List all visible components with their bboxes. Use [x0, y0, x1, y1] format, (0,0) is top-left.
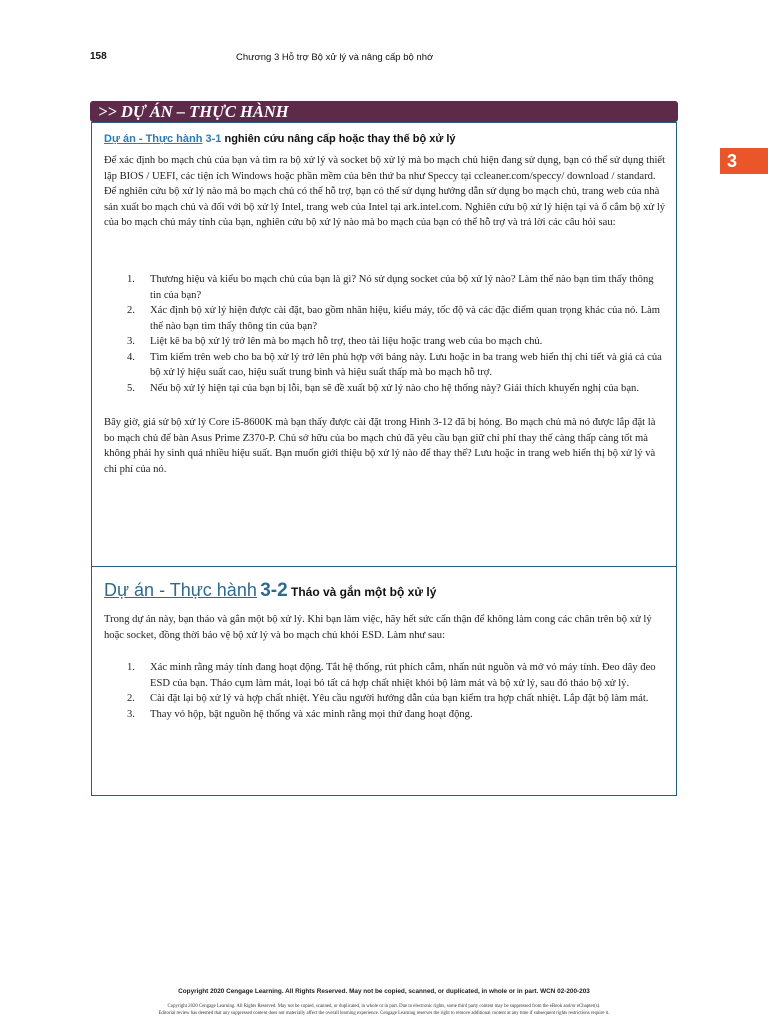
- copyright-fine-print: [0, 1003, 768, 1017]
- project-label: Dự án - Thực hành: [104, 580, 257, 600]
- project-steps: [104, 272, 666, 396]
- step-text: Nếu bộ xử lý hiện tại của bạn bị lỗi, bạn sẽ đề xuất bộ xử lý nào cho hệ thống này? Giải thích khuyến nghị của bạn.: [150, 382, 639, 394]
- step-number: 2.: [127, 305, 135, 316]
- list-item: [104, 350, 666, 381]
- running-head: Chương 3 Hỗ trợ Bộ xử lý và nâng cấp bộ nhớ: [236, 52, 434, 63]
- step-number: 5.: [127, 382, 135, 394]
- list-item: [104, 660, 666, 691]
- copyright-line: Editorial review has deemed that any suppressed content does not materially affect the overall learning experience. Cengage Learning reserves the right to remove additional content at any time if subsequent rights restrictions require it.: [158, 1011, 610, 1016]
- project-box-3-1: [91, 122, 677, 567]
- step-text: Cài đặt lại bộ xử lý và hợp chất nhiệt. Yêu cầu người hướng dẫn của bạn kiểm tra hợp chất nhiệt. Lắp đặt bộ làm mát.: [150, 693, 649, 704]
- step-text: Xác định bộ xử lý hiện được cài đặt, bao gồm nhãn hiệu, kiểu máy, tốc độ và các đặc điểm quan trọng khác của nó. Làm thế nào bạn tìm thấy thông tin của bạn?: [150, 305, 661, 332]
- step-number: 1.: [127, 662, 135, 673]
- step-number: 3.: [127, 336, 135, 347]
- page-number: 158: [90, 51, 107, 62]
- step-text: Thay vỏ hộp, bật nguồn hệ thống và xác minh rằng mọi thứ đang hoạt động.: [150, 708, 473, 720]
- list-item: [104, 691, 666, 707]
- project-box-3-2: [91, 566, 677, 796]
- chapter-tab: 3: [720, 148, 768, 174]
- project-label: Dự án - Thực hành: [104, 133, 203, 145]
- step-number: 2.: [127, 693, 135, 704]
- list-item: [104, 707, 666, 723]
- project-number: 3-2: [260, 580, 288, 601]
- list-item: [104, 381, 666, 397]
- step-text: Tìm kiếm trên web cho ba bộ xử lý trở lên phù hợp với bảng này. Lưu hoặc in ba trang web hiển thị chi tiết và giá cả của bộ xử lý hiệu suất cao, hiệu suất trung bình và hiệu suất thấp mà bo mạch hỗ trợ.: [150, 351, 662, 378]
- step-text: Thương hiệu và kiểu bo mạch chủ của bạn là gì? Nó sử dụng socket của bộ xử lý nào? Làm thế nào bạn tìm thấy thông tin của bạn?: [150, 274, 654, 301]
- copyright-line: Copyright 2020 Cengage Learning. All Rights Reserved. May not be copied, scanned, or duplicated, in whole or in part. Due to electronic rights, some third party content may be suppressed from the eBook and/or eChapter(s).: [167, 1004, 601, 1009]
- project-intro: Trong dự án này, bạn tháo và gắn một bộ xử lý. Khi bạn làm việc, hãy hết sức cẩn thận để không làm cong các chân trên bộ xử lý hoặc socket, đồng thời bảo vệ bộ xử lý và bo mạch chủ khỏi ESD. Làm như sau:: [104, 614, 652, 641]
- project-title: [104, 133, 456, 145]
- section-banner: >> DỰ ÁN – THỰC HÀNH: [90, 101, 678, 122]
- list-item: [104, 303, 666, 334]
- project-number: 3-1: [205, 133, 222, 145]
- list-item: [104, 272, 666, 303]
- project-title: [104, 580, 436, 602]
- step-text: Xác minh rằng máy tính đang hoạt động. Tắt hệ thống, rút phích cắm, nhấn nút nguồn và mở vỏ máy tính. Đeo dây đeo ESD của bạn. Tháo cụm làm mát, loại bỏ tất cả hợp chất nhiệt khỏi bộ làm mát và bộ xử lý, sau đó tháo bộ xử lý.: [150, 662, 656, 689]
- step-number: 1.: [127, 274, 135, 285]
- copyright-notice: Copyright 2020 Cengage Learning. All Rights Reserved. May not be copied, scanned, or duplicated, in whole or in part. WCN 02-200-203: [178, 988, 590, 995]
- project-steps: [104, 660, 666, 722]
- step-number: 3.: [127, 708, 135, 720]
- project-heading: nghiên cứu nâng cấp hoặc thay thế bộ xử lý: [224, 133, 456, 145]
- project-intro: Để xác định bo mạch chủ của bạn và tìm ra bộ xử lý và socket bộ xử lý mà bo mạch chủ hiện đang sử dụng, bạn có thể sử dụng thiết lập BIOS / UEFI, các tiện ích Windows hoặc phần mềm của bên thứ ba như Speccy tại ccleaner.com/speccy/ download / standard. Để nghiên cứu bộ xử lý nào mà bo mạch chủ có thể hỗ trợ, bạn có thể sử dụng hướng dẫn sử dụng bo mạch chủ, trang web của nhà sản xuất bo mạch chủ và đối với bộ xử lý Intel, trang web của Intel tại ark.intel.com. Nghiên cứu bộ xử lý hiện tại và ổ cắm bộ xử lý của bo mạch chủ máy tính của bạn, nghiên cứu bộ xử lý nào mà bo mạch của bạn có thể hỗ trợ và trả lời các câu hỏi sau:: [104, 155, 666, 228]
- step-number: 4.: [127, 351, 135, 363]
- project-heading: Tháo và gắn một bộ xử lý: [291, 585, 437, 599]
- list-item: [104, 334, 666, 350]
- project-closing: Bây giờ, giả sử bộ xử lý Core i5-8600K mà bạn thấy được cài đặt trong Hình 3-12 đã bị hỏng. Bo mạch chủ mà nó được lắp đặt là bo mạch chủ để bàn Asus Prime Z370-P. Chủ sở hữu của bo mạch chủ đã yêu cầu bạn giữ chi phí thay thế càng thấp càng tốt mà không phải hy sinh quá nhiều hiệu suất. Bạn muốn giới thiệu bộ xử lý nào để thay thế? Lưu hoặc in trang web hiển thị bộ xử lý và chi phí của nó.: [104, 417, 656, 475]
- step-text: Liệt kê ba bộ xử lý trở lên mà bo mạch hỗ trợ, theo tài liệu hoặc trang web của bo mạch chủ.: [150, 336, 543, 347]
